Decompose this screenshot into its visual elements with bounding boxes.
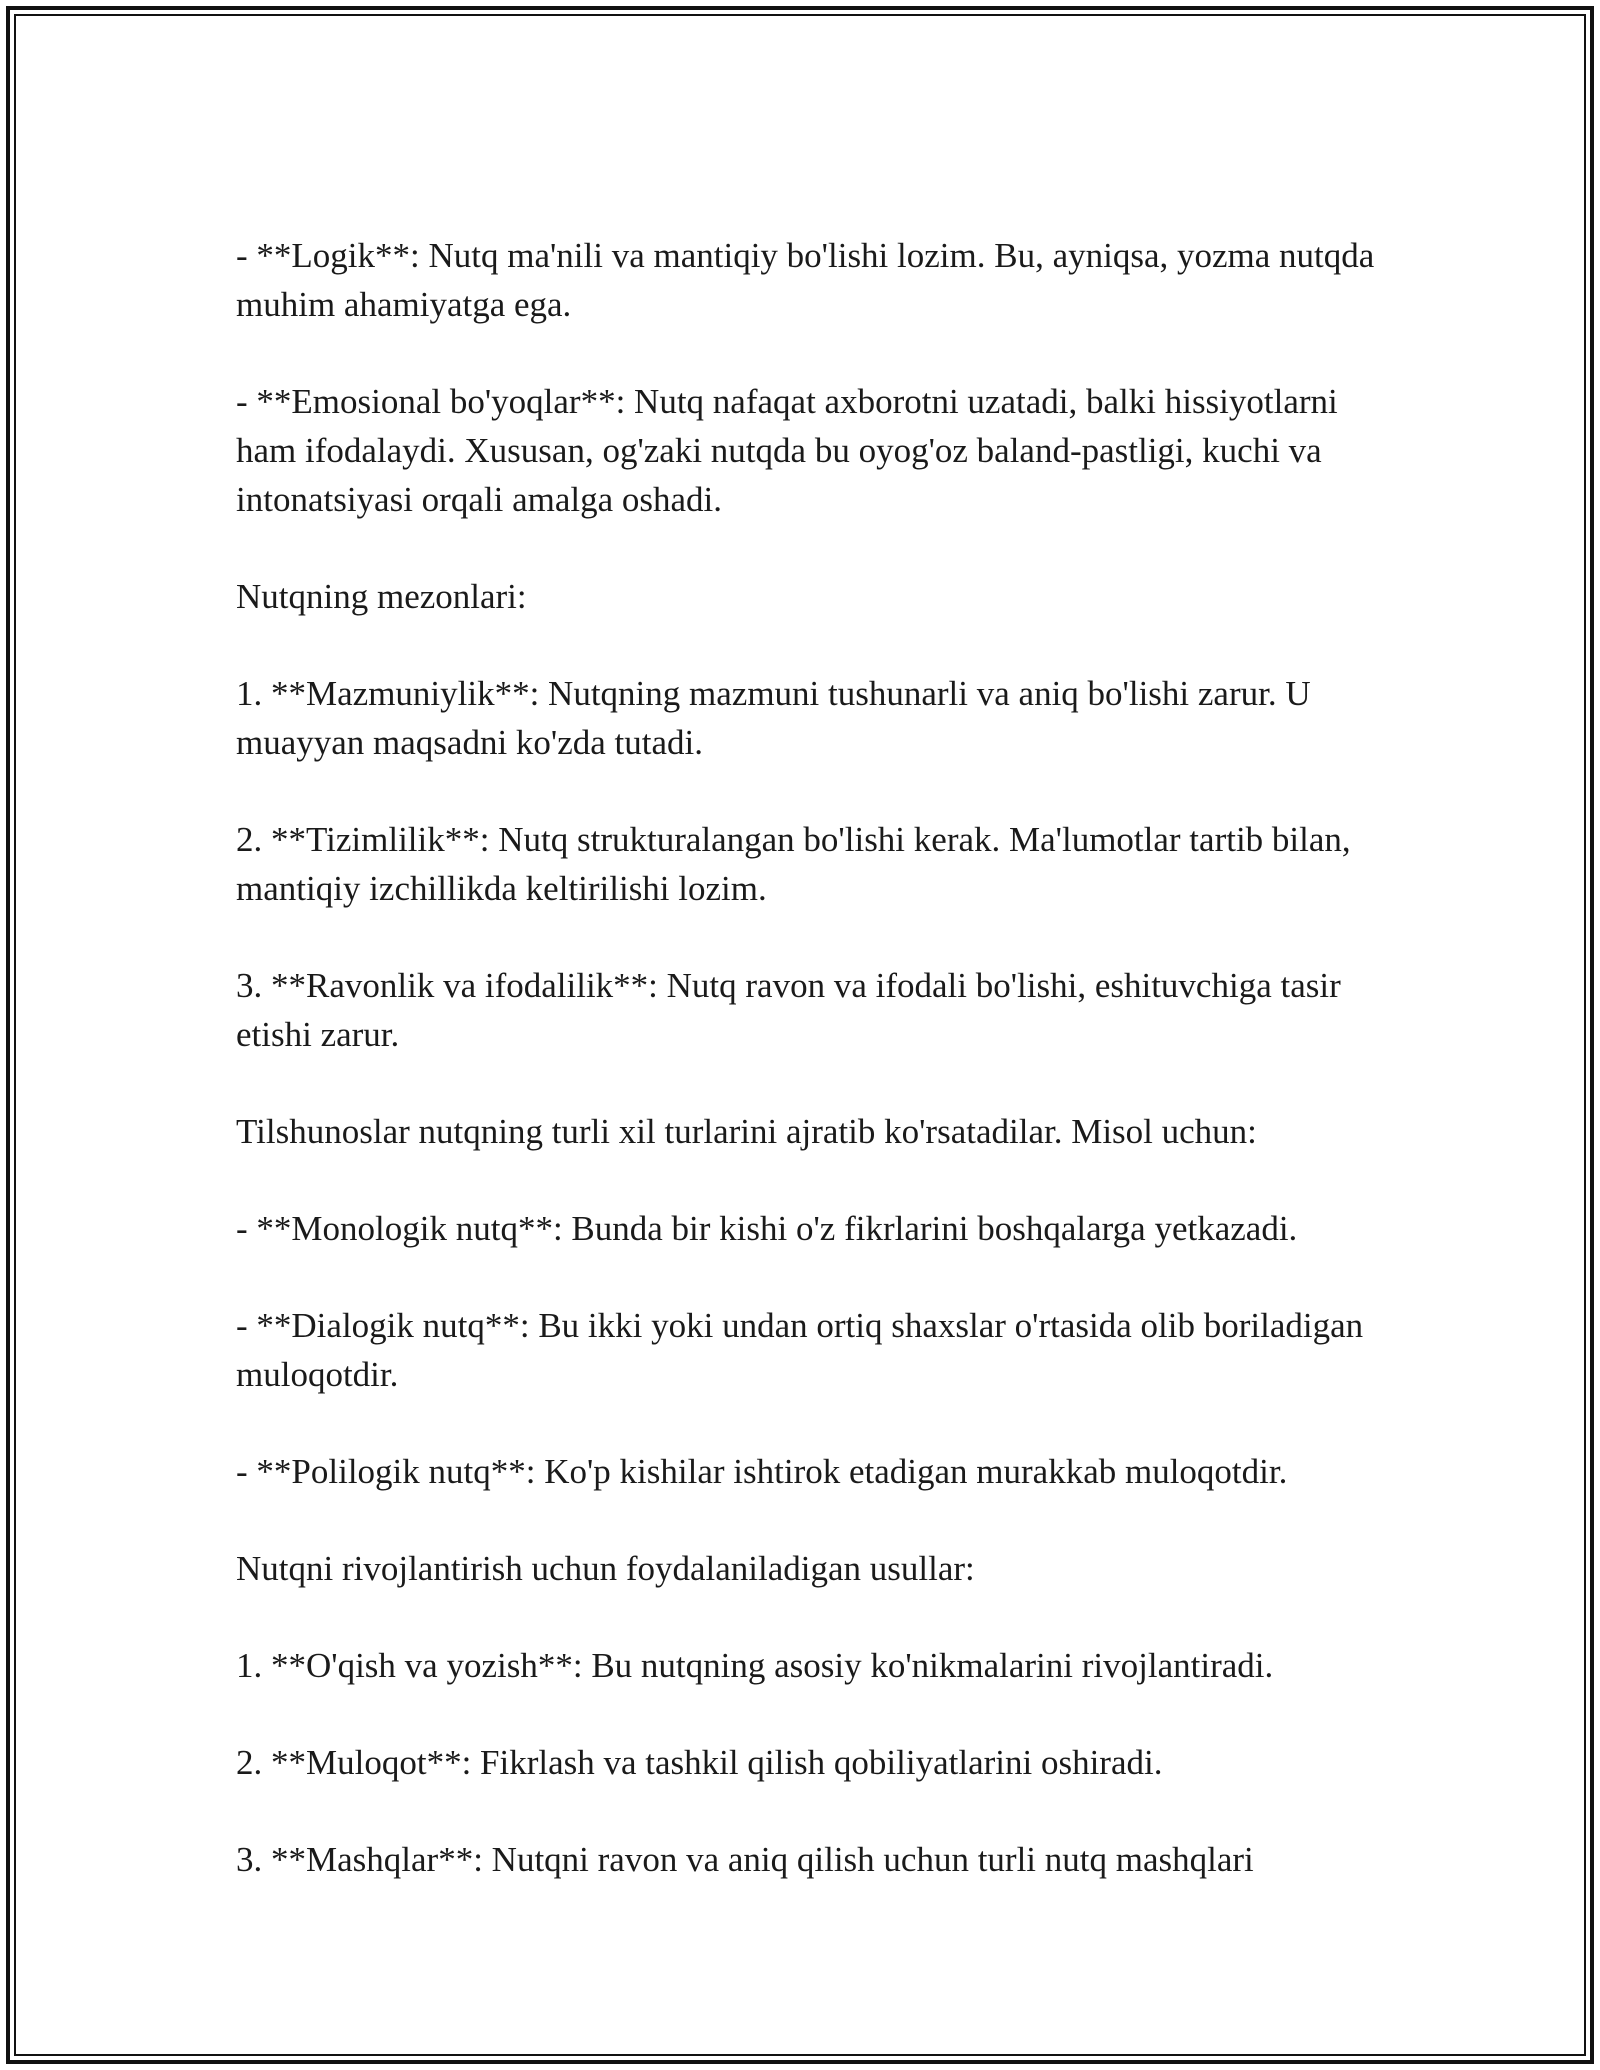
paragraph-monologik: - **Monologik nutq**: Bunda bir kishi o'z fikrlarini boshqalarga yetkazadi. <box>236 1209 1298 1248</box>
paragraph-tilshunoslar: Tilshunoslar nutqning turli xil turlarini ajratib ko'rsatadilar. Misol uchun: <box>236 1112 1257 1151</box>
paragraph-emosional: - **Emosional bo'yoqlar**: Nutq nafaqat axborotni uzatadi, balki hissiyotlarni ham ifodalaydi. Xususan, og'zaki nutqda bu oyog'oz baland-pastligi, kuchi va intonatsiyasi orqali amalga oshadi. <box>236 382 1338 519</box>
paragraph-ravonlik: 3. **Ravonlik va ifodalilik**: Nutq ravon va ifodali bo'lishi, eshituvchiga tasir etishi zarur. <box>236 966 1341 1054</box>
paragraph-muloqot: 2. **Muloqot**: Fikrlash va tashkil qilish qobiliyatlarini oshiradi. <box>236 1743 1163 1782</box>
paragraph-polilogik: - **Polilogik nutq**: Ko'p kishilar ishtirok etadigan murakkab muloqotdir. <box>236 1452 1288 1491</box>
paragraph-logik: - **Logik**: Nutq ma'nili va mantiqiy bo'lishi lozim. Bu, ayniqsa, yozma nutqda muhim ahamiyatga ega. <box>236 236 1375 324</box>
paragraph-tizimlilik: 2. **Tizimlilik**: Nutq strukturalangan bo'lishi kerak. Ma'lumotlar tartib bilan, mantiqiy izchillikda keltirilishi lozim. <box>236 820 1351 908</box>
paragraph-mashqlar: 3. **Mashqlar**: Nutqni ravon va aniq qilish uchun turli nutq mashqlari <box>236 1840 1254 1879</box>
paragraph-dialogik: - **Dialogik nutq**: Bu ikki yoki undan ortiq shaxslar o'rtasida olib boriladigan muloqotdir. <box>236 1306 1364 1394</box>
paragraph-oqish-yozish: 1. **O'qish va yozish**: Bu nutqning asosiy ko'nikmalarini rivojlantiradi. <box>236 1646 1274 1685</box>
heading-rivojlantirish-usullari: Nutqni rivojlantirish uchun foydalaniladigan usullar: <box>236 1549 975 1588</box>
document-body <box>236 231 1376 1932</box>
heading-nutqning-mezonlari: Nutqning mezonlari: <box>236 577 527 616</box>
paragraph-mazmuniylik: 1. **Mazmuniylik**: Nutqning mazmuni tushunarli va aniq bo'lishi zarur. U muayyan maqsadni ko'zda tutadi. <box>236 674 1311 762</box>
